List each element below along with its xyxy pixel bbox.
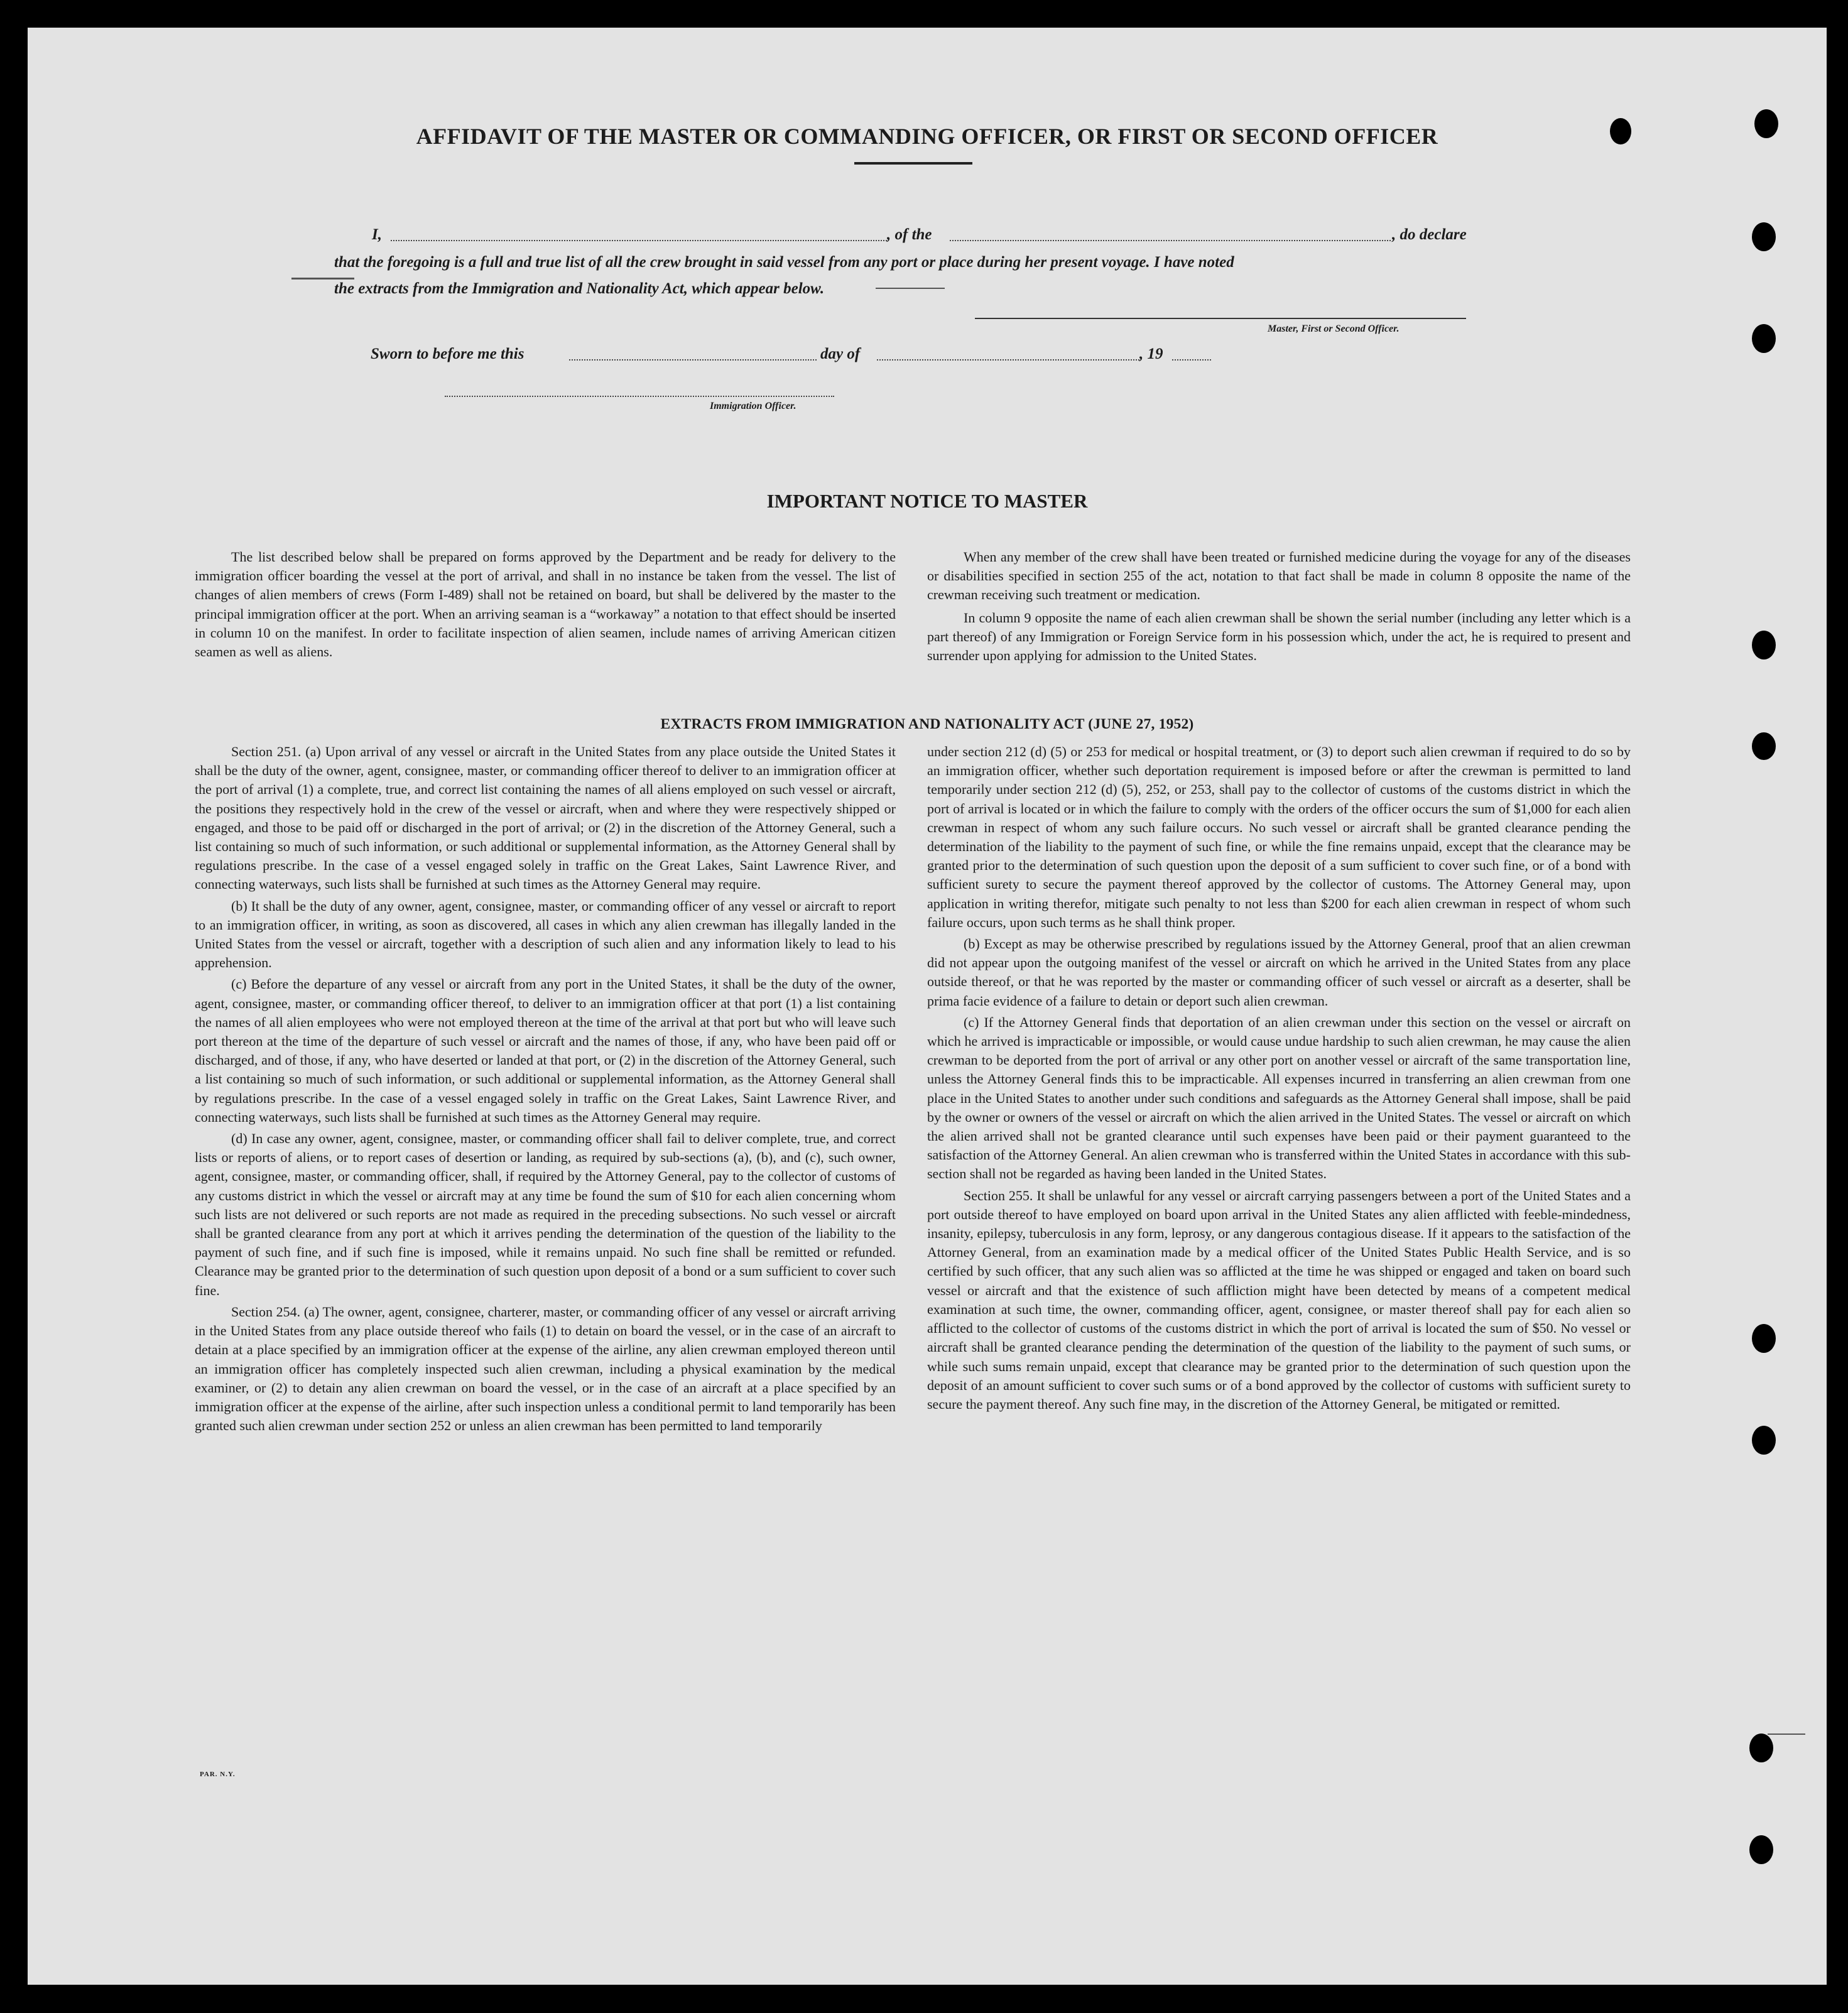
name-field[interactable] xyxy=(391,240,887,241)
master-signature-label: Master, First or Second Officer. xyxy=(1268,323,1400,334)
declaration-i-label: I, xyxy=(372,226,382,243)
section-251-d: (d) In case any owner, agent, consignee, master, or commanding officer shall fail to deliver complete, true, and correct lists or reports of aliens, or to report cases of desertion or landing, as required by sub-sections (a), (b), and (c), such owner, agent, consignee, master, or commanding officer, shall, if required by the Attorney General, pay to the collector of customs of any customs district in which the vessel or aircraft may at any time be found the sum of $10 for each alien concerning whom such lists are not delivered or such reports are not made as required in the preceding subsections. No such vessel or aircraft shall be granted clearance from any port at which it arrives pending the determination of the question of the liability to the payment of such fine, and if such fine is imposed, while it remains unpaid. No such fine shall be remitted or refunded. Clearance may be granted prior to the determination of such question upon deposit of a bond or a sum sufficient to cover such fine. xyxy=(195,1131,896,1298)
punch-hole xyxy=(1752,1324,1776,1353)
notice-title: IMPORTANT NOTICE TO MASTER xyxy=(766,490,1088,512)
notice-right-column xyxy=(927,548,1631,668)
punch-hole xyxy=(1752,732,1776,760)
punch-hole xyxy=(1749,1734,1773,1762)
scan-mark xyxy=(876,288,945,289)
extracts-right-column xyxy=(927,742,1631,1416)
declaration-line-3: the extracts from the Immigration and Nationality Act, which appear below. xyxy=(334,280,825,297)
extracts-title: EXTRACTS FROM IMMIGRATION AND NATIONALITY ACT (JUNE 27, 1952) xyxy=(660,716,1194,732)
vessel-field[interactable] xyxy=(950,240,1391,241)
extracts-left-column xyxy=(195,742,896,1438)
declaration-do-declare: , do declare xyxy=(1392,226,1467,243)
notice-right-paragraph-1: When any member of the crew shall have been treated or furnished medicine during the voyage for any of the diseases or disabilities specified in section 255 of the act, notation to that fact shall be made in column 8 opposite the name of the crewman receiving such treatment or medication. xyxy=(927,549,1631,603)
title-underline xyxy=(854,162,972,165)
notice-left-column xyxy=(195,548,896,664)
sworn-day-field[interactable] xyxy=(569,359,817,361)
section-254-c: (c) If the Attorney General finds that deportation of an alien crewman under this section on the vessel or aircraft on which he arrived is impracticable or impossible, or would cause undue hardship to such alien crewman, he may cause the alien crewman to be deported from the port of arrival or any other port on another vessel or aircraft of the same transportation line, unless the Attorney General finds this to be impracticable. All expenses incurred in transferring an alien crewman from one place in the United States to another under such conditions and safeguards as the Attorney General shall impose, shall be paid by the owner or owners of the vessel or aircraft on which the alien arrived in the United States. The vessel or aircraft on which the alien arrived shall not be granted clearance until such expenses have been paid or their payment guaranteed to the satisfaction of the Attorney General. An alien crewman who is transferred within the United States in accordance with this sub-section shall not be regarded as having been landed in the United States. xyxy=(927,1014,1631,1182)
declaration-of-the-label: , of the xyxy=(887,226,932,243)
section-251-c: (c) Before the departure of any vessel or aircraft from any port in the United States, it shall be the duty of the owner, agent, consignee, master, or commanding officer thereof, to deliver to an immigration officer at that port (1) a list containing the names of all alien employees who were not employed thereon at the time of the arrival at that port but who will leave such port thereon at the time of the departure of such vessel or aircraft and the names of those, if any, who have been paid off or discharged, and of those, if any, who have deserted or landed at that port, or (2) in the discretion of the Attorney General, such a list containing so much of such information, or such additional or supplemental information, as the Attorney General shall by regulations prescribe. In the case of a vessel engaged solely in traffic on the Great Lakes, Saint Lawrence River, and connecting waterways, such lists shall be furnished at such times as the Attorney General may require. xyxy=(195,976,896,1125)
printer-mark: PAR. N.Y. xyxy=(200,1771,236,1778)
scan-mark xyxy=(291,278,354,279)
section-255: Section 255. It shall be unlawful for any vessel or aircraft carrying passengers between a port of the United States and a port outside thereof to have employed on board upon arrival in the United States any alien afflicted with feeble-mindedness, insanity, epilepsy, tuberculosis in any form, leprosy, or any dangerous contagious disease. If it appears to the satisfaction of the Attorney General, from an examination made by a medical officer of the United States Public Health Service, and is so certified by such officer, that any such alien was so afflicted at the time he was shipped or engaged and taken on board such vessel or aircraft and that the existence of such affliction might have been detected by means of a competent medical examination at such time, the owner, commanding officer, agent, consignee, or master thereof shall pay for each alien so afflicted to the collector of customs of the customs district in which the port of arrival is located the sum of $50. No vessel or aircraft shall be granted clearance pending the determination of the question of the liability to the payment of such sums, or while such sums remain unpaid, except that clearance may be granted prior to the determination of such question upon the deposit of an amount sufficient to cover such sums or of a bond approved by the collector of customs with sufficient surety to secure the payment thereof. Any such fine may, in the discretion of the Attorney General, be mitigated or remitted. xyxy=(927,1187,1631,1412)
master-signature-line[interactable] xyxy=(975,318,1466,319)
sworn-year-field[interactable] xyxy=(1172,359,1211,361)
declaration-line-2: that the foregoing is a full and true list of all the crew brought in said vessel from any port or place during her present voyage. I have noted xyxy=(334,254,1234,271)
punch-hole xyxy=(1749,1835,1773,1864)
section-254-a-continued: under section 212 (d) (5) or 253 for medical or hospital treatment, or (3) to deport such alien crewman if required to do so by an immigration officer, whether such deportation requirement is imposed before or after the crewman is permitted to land temporarily under section 212 (d) (5), 252, or 253, shall pay to the collector of customs of the customs district in which the port of arrival is located or in which the failure to comply with the orders of the officer occurs the sum of $1,000 for each alien crewman in respect of whom any such failure occurs. No such vessel or aircraft shall be granted clearance pending the determination of the liability to the payment of such fine, or while the fine remains unpaid, except that the clearance may be granted prior to the determination of such question upon the deposit of a sum sufficient to cover such fine, or of a bond with sufficient surety to secure the payment thereof approved by the collector of customs. The Attorney General may, upon application in writing therefor, mitigate such penalty to not less than $200 for each alien crewman in respect of whom such failure occurs, upon such terms as he shall think proper. xyxy=(927,744,1631,930)
sworn-year-label: , 19 xyxy=(1139,345,1163,362)
scan-mark xyxy=(1768,1734,1805,1735)
section-251-b: (b) It shall be the duty of any owner, agent, consignee, master, or commanding officer of any vessel or aircraft to report to an immigration officer, in writing, as soon as discovered, all cases in which any alien crewman has illegally landed in the United States from the vessel or aircraft, together with a description of such alien and any information likely to lead to his apprehension. xyxy=(195,898,896,971)
section-251-a: Section 251. (a) Upon arrival of any vessel or aircraft in the United States from any place outside the United States it shall be the duty of the owner, agent, consignee, master, or commanding officer thereof to deliver to an immigration officer at the port of arrival (1) a complete, true, and correct list containing the names of all aliens employed on such vessel or aircraft, the positions they respectively hold in the crew of the vessel or aircraft, when and where they were respectively shipped or engaged, and those to be paid off or discharged in the port of arrival; or (2) in the discretion of the Attorney General, such a list containing so much of such information, or such additional or supplemental information, as the Attorney General shall by regulations prescribe. In the case of a vessel engaged solely in traffic on the Great Lakes, Saint Lawrence River, and connecting waterways, such lists shall be furnished at such times as the Attorney General may require. xyxy=(195,744,896,893)
sworn-prefix: Sworn to before me this xyxy=(371,345,525,362)
officer-signature-label: Immigration Officer. xyxy=(710,401,796,411)
document-page xyxy=(28,28,1827,1985)
punch-hole xyxy=(1752,324,1776,353)
punch-hole xyxy=(1752,222,1776,251)
section-254-a: Section 254. (a) The owner, agent, consignee, charterer, master, or commanding officer of any vessel or aircraft arriving in the United States from any place outside thereof who fails (1) to detain on board the vessel, or in the case of an aircraft to detain at a place specified by an immigration officer at the expense of the airline, any alien crewman employed thereon until an immigration officer has completely inspected such alien crewman, including a physical examination by the medical examiner, or (2) to detain any alien crewman on board the vessel, or in the case of an aircraft at a place specified by an immigration officer at the expense of the airline, after such inspection unless a conditional permit to land temporarily has been granted such alien crewman under section 252 or unless an alien crewman has been permitted to land temporarily xyxy=(195,1303,896,1434)
notice-right-paragraph-2: In column 9 opposite the name of each alien crewman shall be shown the serial number (including any letter which is a part thereof) of any Immigration or Foreign Service form in his possession which, under the act, he is required to present and surrender upon applying for admission to the United States. xyxy=(927,609,1631,664)
sworn-month-field[interactable] xyxy=(877,359,1139,361)
punch-mark xyxy=(1610,118,1631,144)
sworn-day-of-label: day of xyxy=(820,345,861,362)
punch-hole xyxy=(1754,109,1778,138)
officer-signature-line[interactable] xyxy=(445,396,834,397)
punch-hole xyxy=(1752,1426,1776,1455)
affidavit-title: AFFIDAVIT OF THE MASTER OR COMMANDING OFFICER, OR FIRST OR SECOND OFFICER xyxy=(416,124,1438,149)
punch-hole xyxy=(1752,631,1776,659)
notice-left-paragraph: The list described below shall be prepared on forms approved by the Department and be ready for delivery to the immigration officer boarding the vessel at the port of arrival, and shall in no instance be taken from the vessel. The list of changes of alien members of crews (Form I-489) shall not be retained on board, but shall be delivered by the master to the principal immigration officer at the port. When an arriving seaman is a “workaway” a notation to that effect should be inserted in column 10 on the manifest. In order to facilitate inspection of alien seamen, include names of arriving American citizen seamen as well as aliens. xyxy=(195,549,896,660)
section-254-b: (b) Except as may be otherwise prescribed by regulations issued by the Attorney General, proof that an alien crewman did not appear upon the outgoing manifest of the vessel or aircraft on which he arrived in the United States from any place outside thereof, or that he was reported by the master or commanding officer of such vessel or aircraft as a deserter, shall be prima facie evidence of a failure to detain or deport such alien crewman. xyxy=(927,936,1631,1009)
